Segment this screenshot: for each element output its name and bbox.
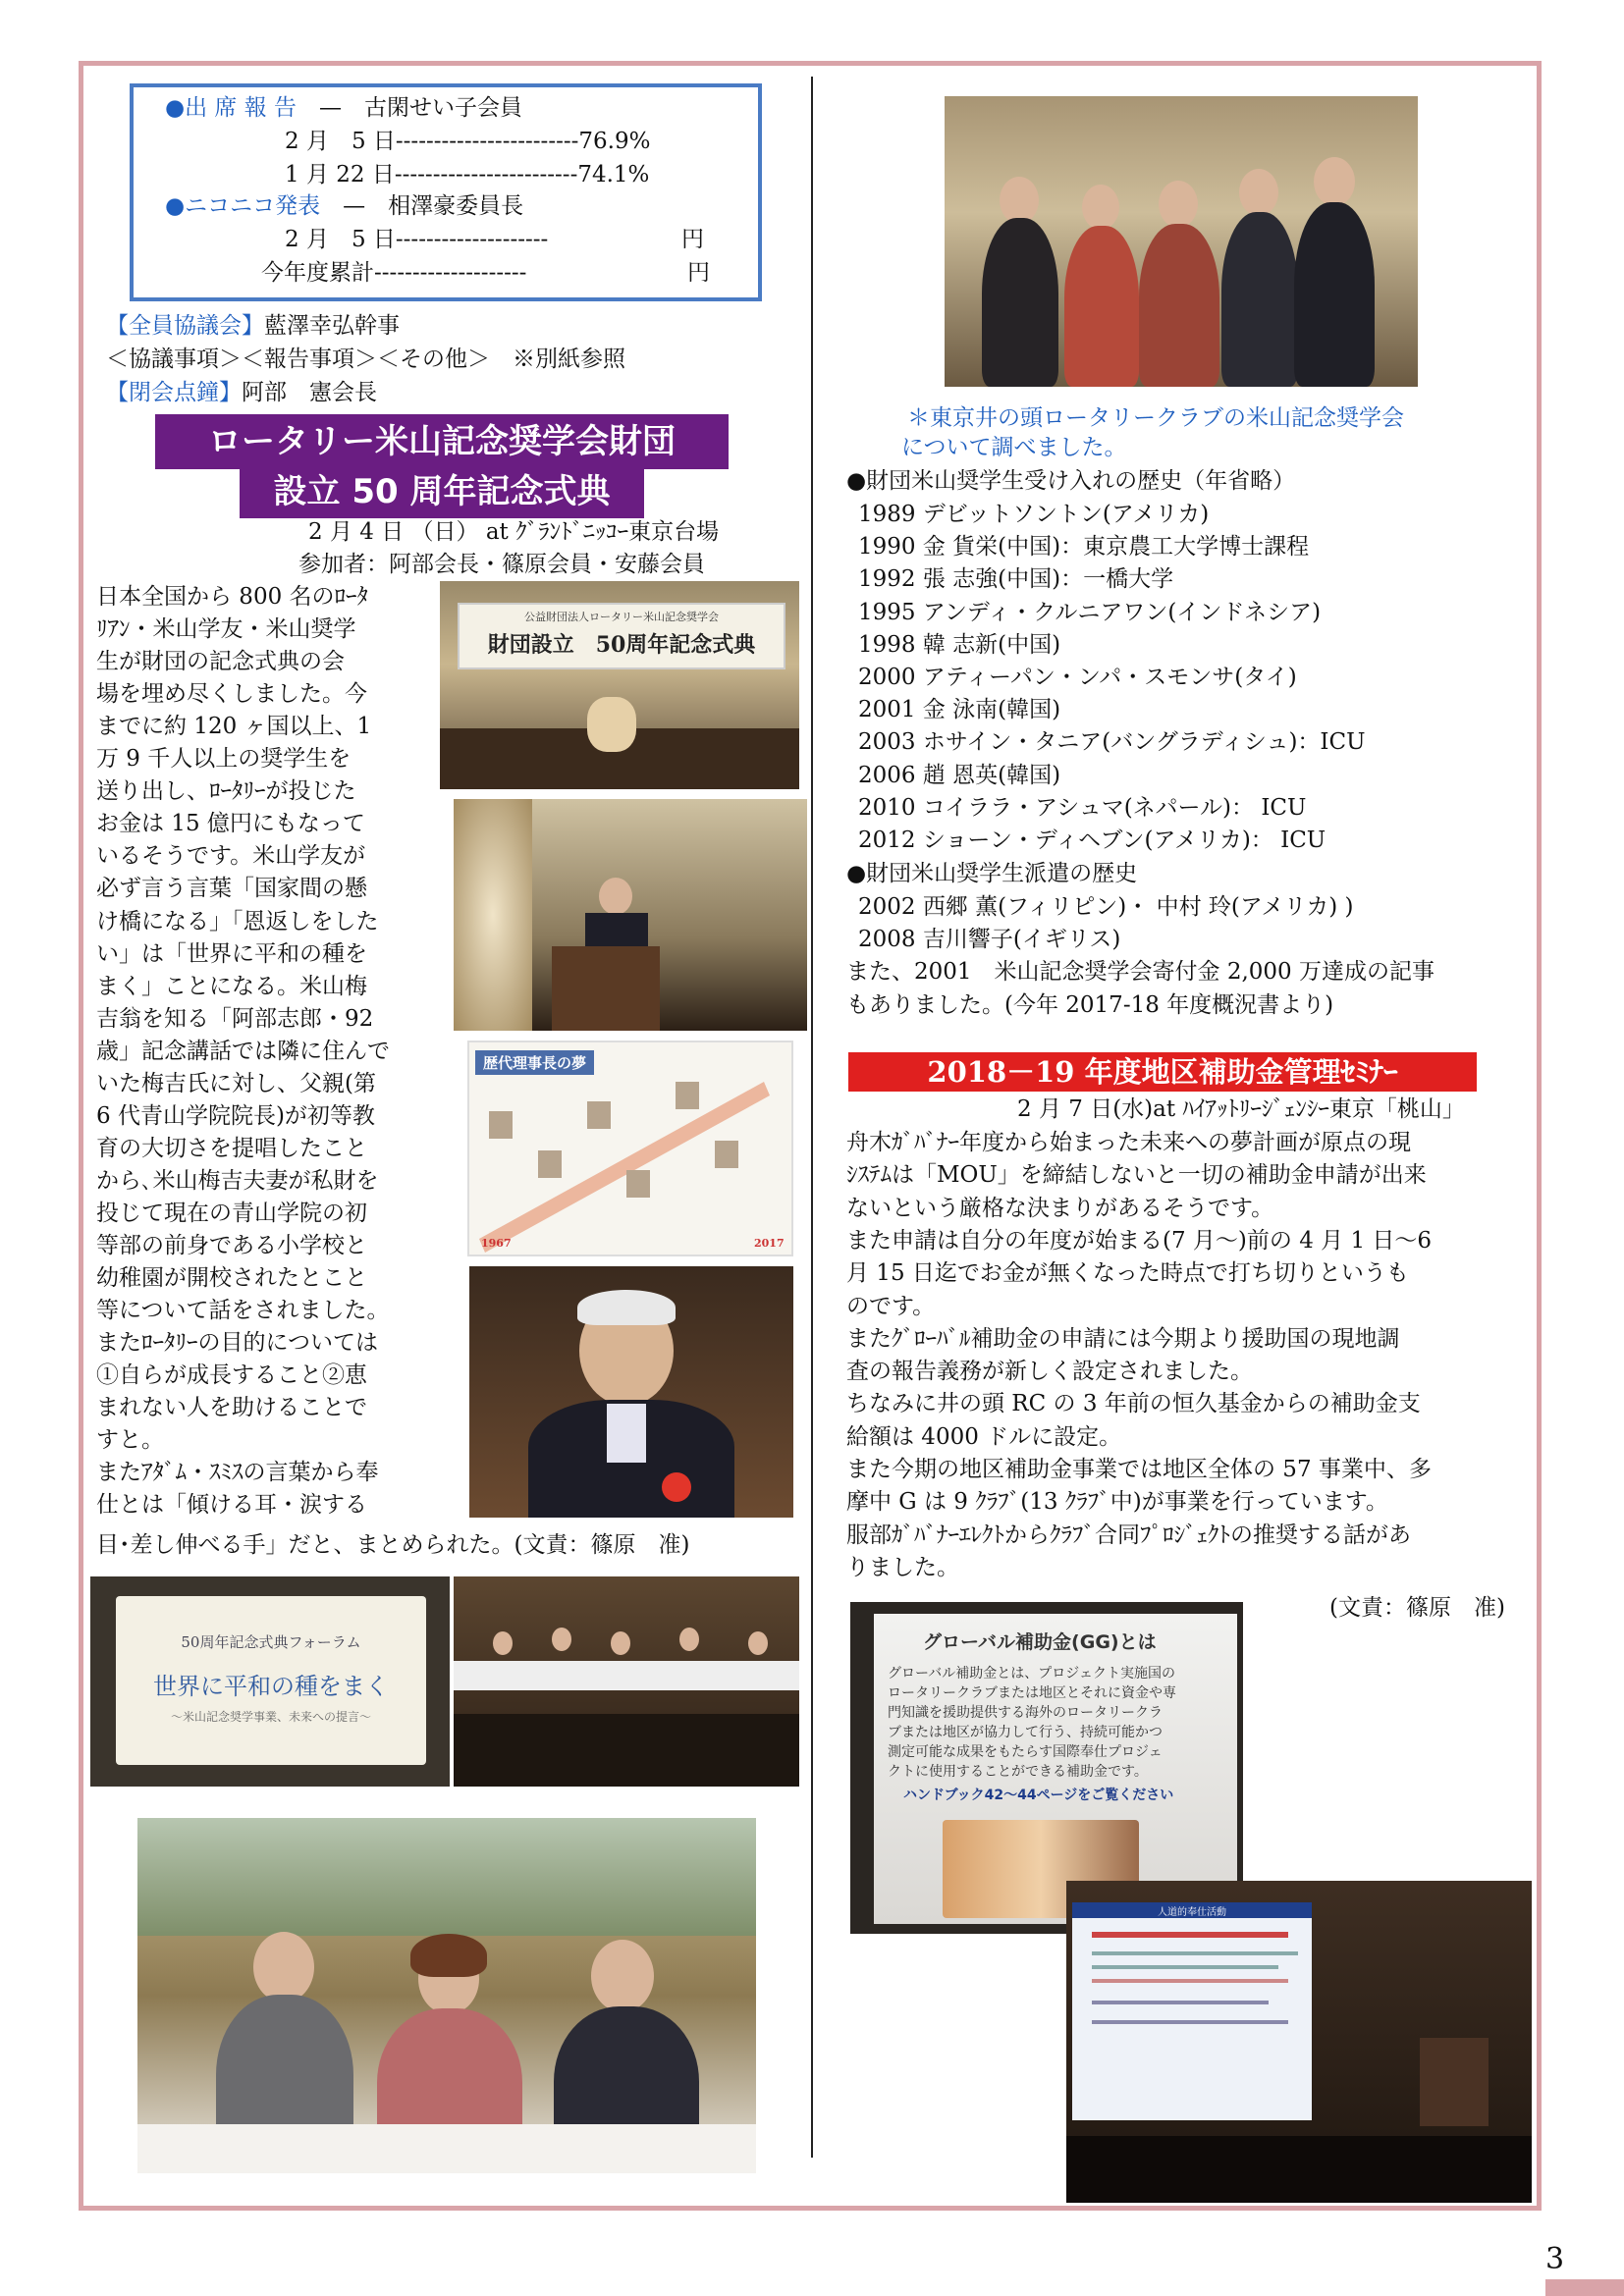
closing-person: 阿部 憲会長 <box>242 380 377 405</box>
nikoniko-line <box>165 190 523 223</box>
ceremony-body-line: 投じて現在の青山学院の初 <box>96 1200 367 1226</box>
nikoniko-row-1: 2 月 5 日-------------------- <box>285 227 549 252</box>
nikoniko-row-2-unit: 円 <box>687 260 710 286</box>
attendance-reporter: 古閑せい子会員 <box>364 95 523 121</box>
accept-item: 1990 金 貨栄(中国)：東京農工大学博士課程 <box>858 534 1310 561</box>
ceremony-participants: 参加者：阿部会長・篠原会員・安藤会員 <box>298 552 705 577</box>
slide-title: 歴代理事長の夢 <box>475 1050 594 1075</box>
elderly-speaker-photo <box>469 1266 793 1518</box>
slide-year-start: 1967 <box>481 1237 512 1250</box>
hall-audience <box>1066 2136 1532 2203</box>
ceremony-body-line: ①自らが成長すること②恵 <box>96 1362 367 1389</box>
gg-slide <box>874 1614 1237 1924</box>
gg-body-line: 門知識を援助提供する海外のロータリークラ <box>888 1705 1163 1721</box>
history-note-line-1: また、2001 米山記念奨学会寄付金 2,000 万達成の記事 <box>846 959 1435 985</box>
attendance-dash: — <box>319 95 343 121</box>
ceremony-body-line: 歳」記念講話では隣に住んで <box>96 1038 390 1064</box>
ceremony-title-line-2: 設立 50 周年記念式典 <box>240 465 644 518</box>
seminar-body-line: 月 15 日迄でお金が無くなった時点で打ち切りというも <box>846 1260 1409 1287</box>
ceremony-body-line: い」は「世界に平和の種を <box>96 940 367 967</box>
gg-handbook: ハンドブック42～44ページをご覧ください <box>903 1788 1174 1803</box>
seminar-body-line: 摩中 G は 9 ｸﾗﾌﾞ(13 ｸﾗﾌﾞ中)が事業を行っています。 <box>846 1489 1388 1516</box>
seminar-body-line: ちなみに井の頭 RC の 3 年前の恒久基金からの補助金支 <box>846 1391 1421 1417</box>
rosette <box>662 1472 691 1502</box>
column-divider <box>811 77 813 2158</box>
nikoniko-heading: ●ニコニコ発表 <box>165 193 321 219</box>
ceremony-body-line: まれない人を助けることで <box>96 1395 367 1421</box>
seminar-body-line: りました。 <box>846 1554 959 1580</box>
nikoniko-dash: — <box>343 193 366 219</box>
seminar-body-line: また申請は自分の年度が始まる(7 月～)前の 4 月 1 日～6 <box>846 1227 1433 1254</box>
photo-caption-line-2: について調べました。 <box>901 435 1127 460</box>
accept-item: 1998 韓 志新(中国) <box>858 631 1061 658</box>
seminar-body-line: のです。 <box>846 1293 936 1319</box>
ceremony-body-line: すと。 <box>96 1427 164 1454</box>
ceremony-body-line: 送り出し、ﾛｰﾀﾘｰが投じた <box>96 778 356 805</box>
ceremony-body-line: 生が財団の記念式典の会 <box>96 649 345 675</box>
ceremony-body-line: 吉翁を知る「阿部志郎・92 <box>96 1005 374 1032</box>
ceremony-title-line-1: ロータリー米山記念奨学会財団 <box>155 414 729 469</box>
history-note-line-2: もありました。(今年 2017-18 年度概況書より) <box>846 992 1334 1018</box>
table-cloth <box>137 2124 756 2173</box>
ceremony-body-line: またｱﾀﾞﾑ・ｽﾐｽの言葉から奉 <box>96 1460 379 1486</box>
council-tag: 【全員協議会】 <box>106 313 264 339</box>
council-items: ＜協議事項＞＜報告事項＞＜その他＞ ※別紙参照 <box>106 347 625 372</box>
dispatch-item: 2008 吉川響子(イギリス) <box>858 927 1121 952</box>
ceremony-body-line: 必ず言う言葉「国家間の懸 <box>96 876 367 902</box>
seminar-body-line: 舟木ｶﾞﾊﾞﾅｰ年度から始まった未来への夢計画が原点の現 <box>846 1130 1411 1155</box>
panel-stage-photo <box>454 1576 799 1787</box>
closing-line <box>106 377 377 409</box>
forum-line-1: 50周年記念式典フォーラム <box>181 1633 361 1651</box>
seminar-body-line: 給額は 4000 ドルに設定。 <box>846 1423 1122 1450</box>
page-number: 3 <box>1545 2242 1565 2276</box>
forum-line-2: 世界に平和の種をまく <box>153 1673 389 1700</box>
forum-screen-photo <box>90 1576 450 1787</box>
seminar-body-line: 査の報告義務が新しく設定されました。 <box>846 1359 1253 1385</box>
accept-item: 2010 コイララ・アシュマ(ネパール)： ICU <box>858 794 1307 821</box>
dispatch-item: 2002 西郷 薫(フィリピン)・ 中村 玲(アメリカ) ) <box>858 894 1354 920</box>
accept-item: 2000 アティーパン・ンパ・スモンサ(タイ) <box>858 665 1297 690</box>
lectern <box>1420 2038 1489 2126</box>
gg-body-line: ブまたは地区が協力して行う、持続可能かつ <box>888 1725 1163 1740</box>
ceremony-body-line: までに約 120 ヶ国以上、1 <box>96 714 372 740</box>
ceremony-body-line: 日本全国から 800 名のﾛｰﾀ <box>96 584 369 610</box>
ceremony-sign <box>458 603 785 669</box>
seminar-body-line: ｼｽﾃﾑは「MOU」を締結しないと一切の補助金申請が出来 <box>846 1162 1427 1189</box>
slide-arrow-graphic <box>469 1042 793 1256</box>
podium <box>552 946 660 1031</box>
seminar-credit: (文責：篠原 准) <box>1329 1595 1505 1621</box>
attendance-row-2: 1 月 22 日------------------------74.1% <box>285 162 650 187</box>
gg-body-line: グローバル補助金とは、プロジェクト実施国の <box>888 1666 1176 1682</box>
nikoniko-row-2: 今年度累計-------------------- <box>261 260 527 286</box>
page-number-bar <box>1545 2279 1624 2296</box>
ceremony-body-line: 等部の前身である小学校と <box>96 1233 367 1258</box>
seminar-screen <box>1072 1902 1312 2120</box>
ceremony-body-line: お金は 15 億円にもなって <box>96 811 365 837</box>
ceremony-closing-line: 目･差し伸べる手」だと、まとめられた。(文責：篠原 准) <box>96 1532 690 1558</box>
gg-title: グローバル補助金(GG)とは <box>923 1631 1157 1653</box>
seminar-date: 2 月 7 日(水)at ﾊｲｱｯﾄﾘｰｼﾞｪﾝｼｰ東京「桃山」 <box>1017 1096 1465 1122</box>
white-hair <box>577 1290 676 1325</box>
ceremony-sign-text: 財団設立 50周年記念式典 <box>487 632 756 658</box>
accept-item: 2003 ホサイン・タニア(バングラディシュ)：ICU <box>858 729 1366 756</box>
attendees-table-photo <box>137 1818 756 2173</box>
gg-body-line: クトに使用することができる補助金です。 <box>888 1764 1148 1780</box>
flower-arrangement <box>587 697 636 752</box>
ceremony-body-line: 6 代青山学院院長)が初等教 <box>96 1102 375 1129</box>
attendance-line <box>165 92 522 125</box>
forum-screen <box>116 1596 426 1765</box>
accept-heading: ●財団米山奨学生受け入れの歴史（年省略） <box>846 468 1296 494</box>
seminar-body-line: またｸﾞﾛｰﾊﾞﾙ補助金の申請には今期より援助国の現地調 <box>846 1325 1400 1352</box>
accept-item: 2006 趙 恩英(韓国) <box>858 762 1061 788</box>
group-photo <box>945 96 1418 387</box>
accept-item: 1992 張 志強(中国)：一橋大学 <box>858 566 1174 593</box>
seminar-body-line: ないという厳格な決まりがあるそうです。 <box>846 1195 1274 1221</box>
photo-caption-line-1: ＊東京井の頭ロータリークラブの米山記念奨学会 <box>907 405 1404 431</box>
gg-body-line: ロータリークラブまたは地区とそれに資金や専 <box>888 1685 1176 1701</box>
ceremony-body-line: 場を埋め尽くしました。今 <box>96 681 367 708</box>
attendance-row-1: 2 月 5 日------------------------76.9% <box>285 129 651 154</box>
gg-body-line: 測定可能な成果をもたらす国際奉仕プロジェ <box>888 1744 1163 1760</box>
ceremony-body-line: ﾘｱﾝ・米山学友・米山奨学 <box>96 616 356 643</box>
ceremony-stage-photo <box>440 581 799 789</box>
nikoniko-reporter: 相澤豪委員長 <box>388 193 524 219</box>
accept-item: 1995 アンディ・クルニアワン(インドネシア) <box>858 599 1322 625</box>
ceremony-date: 2 月 4 日 （日） at ｸﾞﾗﾝﾄﾞﾆｯｺｰ東京台場 <box>308 519 720 545</box>
ceremony-body-line: いた梅吉氏に対し、父親(第 <box>96 1070 376 1096</box>
mural <box>137 1818 756 1936</box>
chairmen-slide-photo <box>467 1041 793 1256</box>
ceremony-body-line: いるそうです。米山学友が <box>96 843 366 870</box>
ceremony-body-line: 等について話をされました。 <box>96 1298 390 1324</box>
ceremony-sign-small: 公益財団法人ロータリー米山記念奨学会 <box>524 611 719 623</box>
council-person: 藍澤幸弘幹事 <box>264 313 400 339</box>
ceremony-body-line: 仕とは「傾ける耳・涙する <box>96 1492 367 1519</box>
accept-item: 1989 デビットソントン(アメリカ) <box>858 502 1210 527</box>
seminar-body-line: また今期の地区補助金事業では地区全体の 57 事業中、多 <box>846 1457 1432 1482</box>
seminar-hall-photo <box>1066 1881 1532 2203</box>
curtain-left <box>454 799 532 1031</box>
forum-line-3: ～米山記念奨学事業、未来への提言～ <box>170 1710 371 1724</box>
accept-item: 2001 金 泳南(韓国) <box>858 697 1061 723</box>
dispatch-heading: ●財団米山奨学生派遣の歴史 <box>846 861 1138 886</box>
seminar-slide-title: 人道的奉仕活動 <box>1158 1907 1226 1918</box>
slide-year-end: 2017 <box>754 1237 785 1250</box>
speaker-podium-photo <box>454 799 807 1031</box>
nikoniko-row-1-unit: 円 <box>681 227 704 252</box>
ceremony-body-line: またﾛｰﾀﾘｰの目的については <box>96 1330 379 1357</box>
attendance-heading: ●出 席 報 告 <box>165 95 298 121</box>
seminar-title: 2018－19 年度地区補助金管理ｾﾐﾅｰ <box>848 1052 1477 1092</box>
panel-table <box>454 1661 799 1690</box>
ceremony-body-line: 万 9 千人以上の奨学生を <box>96 746 352 773</box>
ceremony-body-line: け橋になる」「恩返しをした <box>96 908 379 934</box>
seminar-body-line: 服部ｶﾞﾊﾞﾅｰｴﾚｸﾄからｸﾗﾌﾞ合同ﾌﾟﾛｼﾞｪｸﾄの推奨する話があ <box>846 1522 1411 1548</box>
ceremony-body-line: 幼稚園が開校されたとこと <box>96 1265 367 1292</box>
ceremony-body-line: 育の大切さを提唱したこと <box>96 1135 367 1161</box>
audience <box>454 1714 799 1787</box>
council-line <box>106 310 400 343</box>
ceremony-body-line: から､米山梅吉夫妻が私財を <box>96 1167 379 1194</box>
ceremony-body-line: まく」ことになる。米山梅 <box>96 973 367 999</box>
accept-item: 2012 ショーン・ディヘブン(アメリカ)： ICU <box>858 828 1326 853</box>
closing-tag: 【閉会点鐘】 <box>106 380 242 405</box>
